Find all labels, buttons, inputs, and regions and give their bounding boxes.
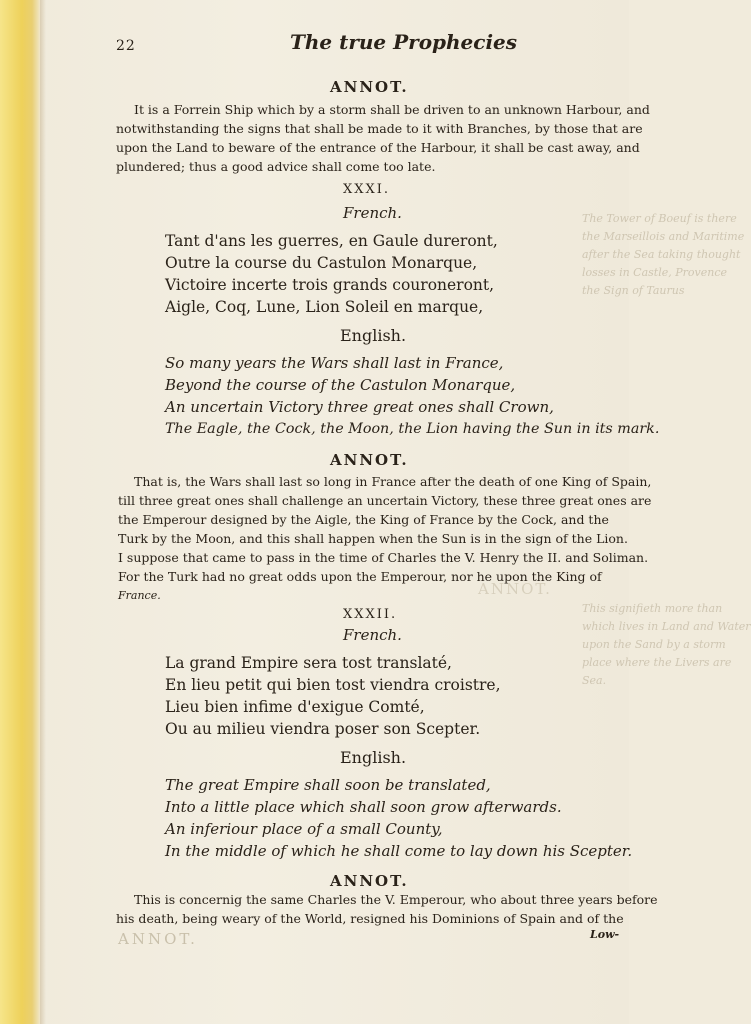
verse-line: La grand Empire sera tost translaté, [165, 654, 452, 672]
french-verse [165, 652, 501, 740]
prose-line: It is a Forrein Ship which by a storm shall be driven to an unknown Harbour, and [134, 102, 650, 117]
catchword: Low- [590, 928, 620, 941]
verse-line: Aigle, Coq, Lune, Lion Soleil en marque, [165, 298, 484, 316]
prose-line: notwithstanding the signs that shall be made to it with Branches, by those that are [116, 121, 643, 136]
prose-line: the Emperour designed by the Aigle, the King of France by the Cock, and the [118, 512, 609, 527]
french-verse [165, 230, 498, 318]
french-label: French. [343, 626, 402, 644]
english-verse [165, 774, 632, 862]
prose-line: plundered; thus a good advice shall come too late. [116, 159, 436, 174]
prose-line: upon the Land to beware of the entrance of the Harbour, it shall be cast away, and [116, 140, 640, 155]
bleed-through-upper: The Tower of Boeuf is there the Marseillois and Maritime after the Sea taking thought losses in Castle, Provence the Sign of Taurus [582, 212, 745, 297]
verse-line: An uncertain Victory three great ones shall Crown, [165, 398, 554, 416]
verse-line: Lieu bien infime d'exigue Comté, [165, 698, 425, 716]
french-label: French. [343, 204, 402, 222]
verse-line: En lieu petit qui bien tost viendra croistre, [165, 676, 501, 694]
english-label: English. [340, 748, 407, 767]
prose-line: That is, the Wars shall last so long in France after the death of one King of Spain, [134, 474, 652, 489]
bleed-through-middle: This signifieth more than which lives in Land and Water upon the Sand by a storm place where the Livers are Sea. [582, 602, 751, 687]
page-number: 22 [116, 38, 136, 54]
annot-paragraph [116, 890, 658, 928]
verse-line: Beyond the course of the Castulon Monarque, [165, 376, 516, 394]
prose-line: I suppose that came to pass in the time of Charles the V. Henry the II. and Soliman. [118, 550, 649, 565]
bleed-through-bottom: ANNOT. [118, 930, 198, 948]
annot-paragraph [116, 100, 650, 176]
bleed-through-heading: ANNOT. [478, 580, 552, 598]
prose-line: France. [118, 589, 161, 602]
english-verse [165, 352, 659, 440]
prose-line: For the Turk had no great odds upon the Emperour, nor he upon the King of [118, 569, 602, 584]
verse-line: The great Empire shall soon be translated, [165, 776, 491, 794]
annot-heading: ANNOT. [330, 451, 409, 469]
verse-line: Outre la course du Castulon Monarque, [165, 254, 478, 272]
verse-line: In the middle of which he shall come to lay down his Scepter. [165, 842, 633, 860]
prose-line: Turk by the Moon, and this shall happen when the Sun is in the sign of the Lion. [118, 531, 628, 546]
prose-line: his death, being weary of the World, resigned his Dominions of Spain and of the [116, 911, 624, 926]
quatrain-numeral: XXXI. [343, 182, 391, 197]
verse-line: The Eagle, the Cock, the Moon, the Lion having the Sun in its mark. [165, 421, 660, 437]
prose-line: till three great ones shall challenge an uncertain Victory, these three great ones are [118, 493, 652, 508]
verse-line: Into a little place which shall soon grow afterwards. [165, 798, 562, 816]
gilt-page-edge [0, 0, 40, 1024]
prose-line: This is concernig the same Charles the V. Emperour, who about three years before [134, 892, 658, 907]
verse-line: Victoire incerte trois grands couroneront, [165, 276, 495, 294]
verse-line: So many years the Wars shall last in France, [165, 354, 504, 372]
quatrain-numeral: XXXII. [343, 607, 398, 622]
verse-line: An inferiour place of a small County, [165, 820, 443, 838]
annot-heading: ANNOT. [330, 78, 409, 96]
running-title: The true Prophecies [290, 30, 518, 54]
verse-line: Tant d'ans les guerres, en Gaule dureront, [165, 232, 498, 250]
verse-line: Ou au milieu viendra poser son Scepter. [165, 720, 481, 738]
annot-paragraph [118, 472, 651, 605]
page-edge-shadow [40, 0, 46, 1024]
english-label: English. [340, 326, 407, 345]
annot-heading: ANNOT. [330, 872, 409, 890]
